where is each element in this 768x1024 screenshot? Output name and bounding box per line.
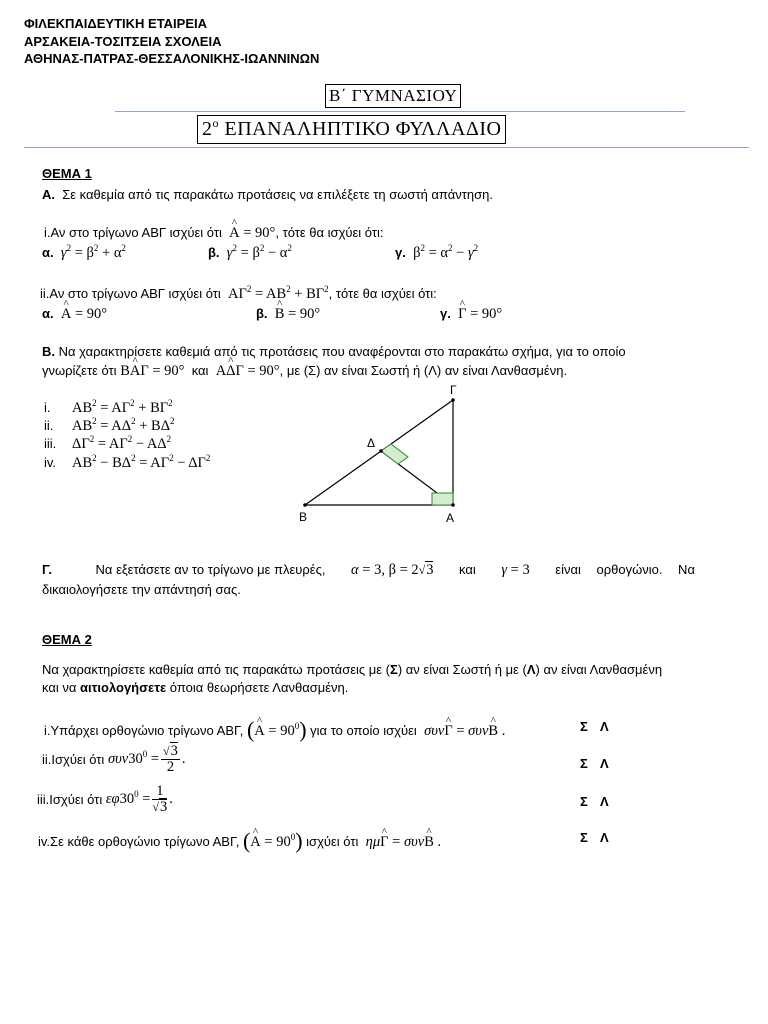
grade-title: Β΄ ΓΥΜΝΑΣΙΟΥ <box>325 84 461 108</box>
t2-q2-false-option[interactable]: Λ <box>600 756 609 771</box>
t1-part-c-line2: δικαιολογήσετε την απάντησή σας. <box>42 582 241 597</box>
t1-b-item-4: iv. $AB^2 - B\Delta^2 = A\Gamma^2 - \Delta\Gamma^2$ <box>44 453 211 471</box>
sheet-title: $2^o$ ΕΠΑΝΑΛΗΠΤΙΚΟ ΦΥΛΛΑΔΙΟ <box>197 115 506 144</box>
t1-question-1: i.Αν στο τρίγωνο ΑΒΓ ισχύει ότι ^ Α = 90°, τότε θα ισχύει ότι: <box>44 225 384 242</box>
t1-q1-option-b: β. $\gamma^2 = \beta^2 - \alpha^2$ <box>208 243 292 261</box>
t2-intro-line1: Να χαρακτηρίσετε καθεμία από τις παρακάτω προτάσεις με (Σ) αν είναι Σωστή ή με (Λ) αν είναι Λανθασμένη <box>42 662 663 677</box>
theme2-heading: ΘΕΜΑ 2 <box>42 632 92 647</box>
t2-question-1: i.Υπάρχει ορθογώνιο τρίγωνο ΑΒΓ, (^ $A = 90^0$) για το οποίο ισχύει συν^ Γ = συν^ Β . <box>44 717 505 743</box>
school-subtitle: ΑΡΣΑΚΕΙΑ-ΤΟΣΙΤΣΕΙΑ ΣΧΟΛΕΙΑ <box>24 34 222 49</box>
t1-q2-option-b: β. ^ Β = 90° <box>256 306 320 323</box>
theme1-part-a: Α. Σε καθεμία από τις παρακάτω προτάσεις να επιλέξετε τη σωστή απάντηση. <box>42 187 493 202</box>
t2-q2-true-option[interactable]: Σ <box>580 756 588 771</box>
t2-intro-line2: και να αιτιολογήσετε όποια θεωρήσετε Λανθασμένη. <box>42 680 349 695</box>
t2-question-3: iii.Ισχύει ότι $\varepsilon\varphi 30^0$ = $\frac{1}{√3}$ . <box>37 783 173 815</box>
label-a: Α <box>446 511 455 525</box>
t2-q4-true-option[interactable]: Σ <box>580 830 588 845</box>
t2-q4-false-option[interactable]: Λ <box>600 830 609 845</box>
t1-q1-option-c: γ. $\beta^2 = \alpha^2 - \gamma^2$ <box>395 243 479 261</box>
label-gamma: Γ <box>450 383 457 397</box>
t1-b-item-3: iii. $\Delta\Gamma^2 = A\Gamma^2 - A\Delta^2$ <box>44 434 172 452</box>
label-delta: Δ <box>367 436 376 450</box>
t1-part-b-line2: γνωρίζετε ότι Β^ ΑΓ = 90° και Α^ ΔΓ = 90°, με (Σ) αν είναι Σωστή ή (Λ) αν είναι Λανθασμένη. <box>42 363 567 380</box>
header-rule <box>24 147 749 148</box>
t2-q1-true-option[interactable]: Σ <box>580 719 588 734</box>
t2-question-2: ii.Ισχύει ότι $\sigma\upsilon\nu 30^0$ = $\frac{√3}{2}$ . <box>42 743 186 775</box>
theme1-heading: ΘΕΜΑ 1 <box>42 166 92 181</box>
t2-q3-true-option[interactable]: Σ <box>580 794 588 809</box>
t2-q1-false-option[interactable]: Λ <box>600 719 609 734</box>
t2-q3-false-option[interactable]: Λ <box>600 794 609 809</box>
t1-part-b-line1: Β. Να χαρακτηρίσετε καθεμιά από τις προτάσεις που αναφέρονται στο παρακάτω σχήμα, για το οποίο <box>42 344 626 359</box>
t1-part-c-line1: Γ. Να εξετάσετε αν το τρίγωνο με πλευρές, α = 3, β = 2√3 και γ = 3 είναι ορθογώνιο. Να <box>42 562 695 578</box>
school-cities: ΑΘΗΝΑΣ-ΠΑΤΡΑΣ-ΘΕΣΣΑΛΟΝΙΚΗΣ-ΙΩΑΝΝΙΝΩΝ <box>24 51 320 66</box>
t1-question-2: ii.Αν στο τρίγωνο ΑΒΓ ισχύει ότι $A\Gamma^2 = AB^2 + B\Gamma^2$, τότε θα ισχύει ότι: <box>40 284 437 302</box>
side-bg <box>305 400 453 505</box>
t1-q2-option-c: γ. ^ Γ = 90° <box>440 306 502 323</box>
t1-b-item-2: ii. $AB^2 = A\Delta^2 + B\Delta^2$ <box>44 416 175 434</box>
label-b: Β <box>299 510 308 524</box>
right-angle-d <box>381 444 408 464</box>
school-name: ΦΙΛΕΚΠΑΙΔΕΥΤΙΚΗ ΕΤΑΙΡΕΙΑ <box>24 16 208 31</box>
t1-q2-option-a: α. ^ Α = 90° <box>42 306 107 323</box>
triangle-figure <box>290 380 470 530</box>
t1-q1-option-a: α. $\gamma^2 = \beta^2 + \alpha^2$ <box>42 243 126 261</box>
title-rule <box>115 111 685 112</box>
t2-question-4: iv.Σε κάθε ορθογώνιο τρίγωνο ΑΒΓ, (^ $A = 90^0$) ισχύει ότι ημ^ Γ = συν^ Β . <box>38 828 441 854</box>
t1-b-item-1: i. $AB^2 = A\Gamma^2 + B\Gamma^2$ <box>44 398 173 416</box>
right-angle-a <box>432 493 453 505</box>
